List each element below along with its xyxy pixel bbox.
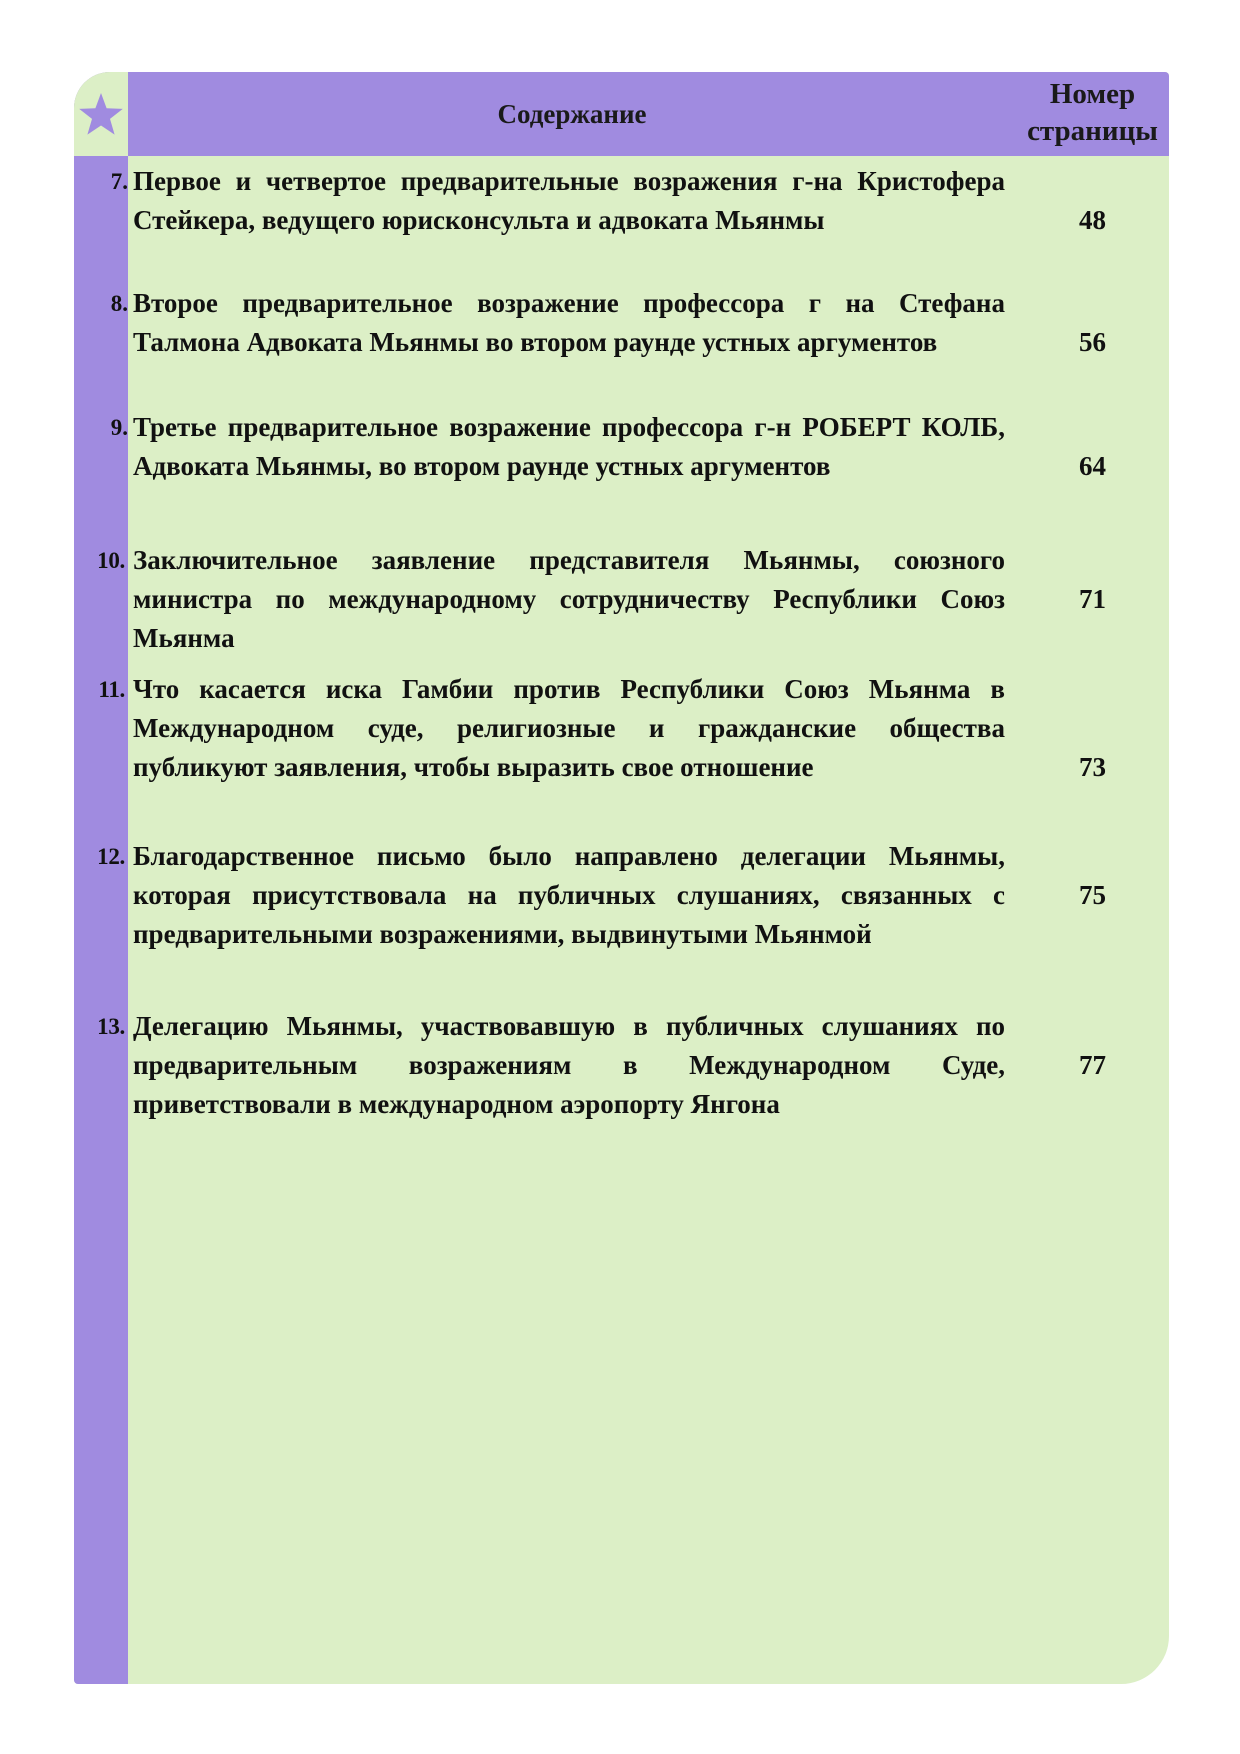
entry-number: 10. <box>97 548 125 573</box>
entry-title: Что касается иска Гамбии против Республики Союз Мьянма в Международном суде, религиозные и гражданские общества публикуют заявления, чтобы выразить свое отношение <box>133 674 1005 782</box>
page-number-heading <box>1016 76 1169 152</box>
entry-page-number: 64 <box>1079 451 1106 481</box>
star-cell <box>74 72 128 156</box>
star-icon <box>77 90 125 138</box>
page-number-heading-line2: страницы <box>1027 115 1158 147</box>
entry-page-number: 71 <box>1079 584 1106 614</box>
entry-title: Второе предварительное возражение профессора г на Стефана Талмона Адвоката Мьянмы во втором раунде устных аргументов <box>133 288 1005 357</box>
page-number-heading-line1: Номер <box>1049 78 1136 110</box>
table-of-contents-panel <box>74 72 1169 1684</box>
entry-number: 13. <box>97 1014 125 1039</box>
entry-page-number: 75 <box>1079 880 1106 910</box>
entry-page-number: 77 <box>1079 1050 1106 1080</box>
entry-number: 12. <box>97 844 125 869</box>
entry-number: 8. <box>110 291 128 316</box>
entry-page-number: 56 <box>1079 327 1106 357</box>
contents-heading: Содержание <box>497 98 647 129</box>
entry-title: Благодарственное письмо было направлено делегации Мьянмы, которая присутствовала на публичных слушаниях, связанных с предварительными возражениями, выдвинутыми Мьянмой <box>133 841 1005 949</box>
entry-title: Заключительное заявление представителя Мьянмы, союзного министра по международному сотрудничеству Республики Союз Мьянма <box>133 545 1005 653</box>
entry-page-number: 73 <box>1079 752 1106 782</box>
entry-number: 7. <box>110 169 128 194</box>
entry-title: Первое и четвертое предварительные возражения г-на Кристофера Стейкера, ведущего юрисконсульта и адвоката Мьянмы <box>133 166 1005 235</box>
entry-number: 11. <box>98 677 125 702</box>
entry-number: 9. <box>110 415 128 440</box>
entry-title: Третье предварительное возражение профессора г-н РОБЕРТ КОЛБ, Адвоката Мьянмы, во втором раунде устных аргументов <box>133 412 1005 481</box>
entry-title: Делегацию Мьянмы, участвовавшую в публичных слушаниях по предварительным возражениям в Международном Суде, приветствовали в международном аэропорту Янгона <box>133 1011 1005 1119</box>
entry-page-number: 48 <box>1079 205 1106 235</box>
